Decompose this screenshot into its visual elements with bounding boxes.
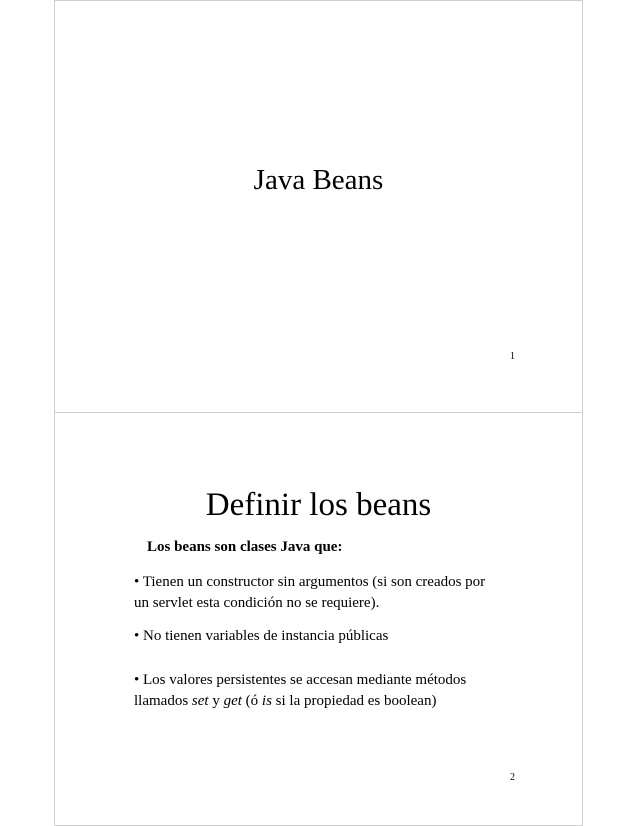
slide-1 <box>54 0 583 413</box>
bullet-line: • Tienen un constructor sin argumentos (si son creados por <box>134 574 486 590</box>
bullet-line: un servlet esta condición no se requiere). <box>134 595 380 611</box>
bullet-item <box>134 626 574 647</box>
bullet-line <box>134 691 574 712</box>
text-fragment: y <box>208 693 224 709</box>
bullet-item <box>134 670 574 712</box>
slide-title: Definir los beans <box>205 487 432 523</box>
bullet-line: • No tienen variables de instancia públicas <box>134 628 389 644</box>
text-fragment: si la propiedad es boolean) <box>271 693 437 709</box>
text-fragment: llamados <box>134 693 192 709</box>
page-number: 1 <box>510 351 515 362</box>
page-number: 2 <box>510 772 515 783</box>
text-fragment: (ó <box>241 693 262 709</box>
keyword-set: set <box>191 693 209 709</box>
keyword-get: get <box>223 693 242 709</box>
intro-text: Los beans son clases Java que: <box>147 539 343 555</box>
bullet-line: • Los valores persistentes se accesan mediante métodos <box>134 672 467 688</box>
slide-title: Java Beans <box>253 164 384 196</box>
slide-2 <box>54 412 583 826</box>
bullet-item <box>134 572 574 614</box>
keyword-is: is <box>261 693 272 709</box>
